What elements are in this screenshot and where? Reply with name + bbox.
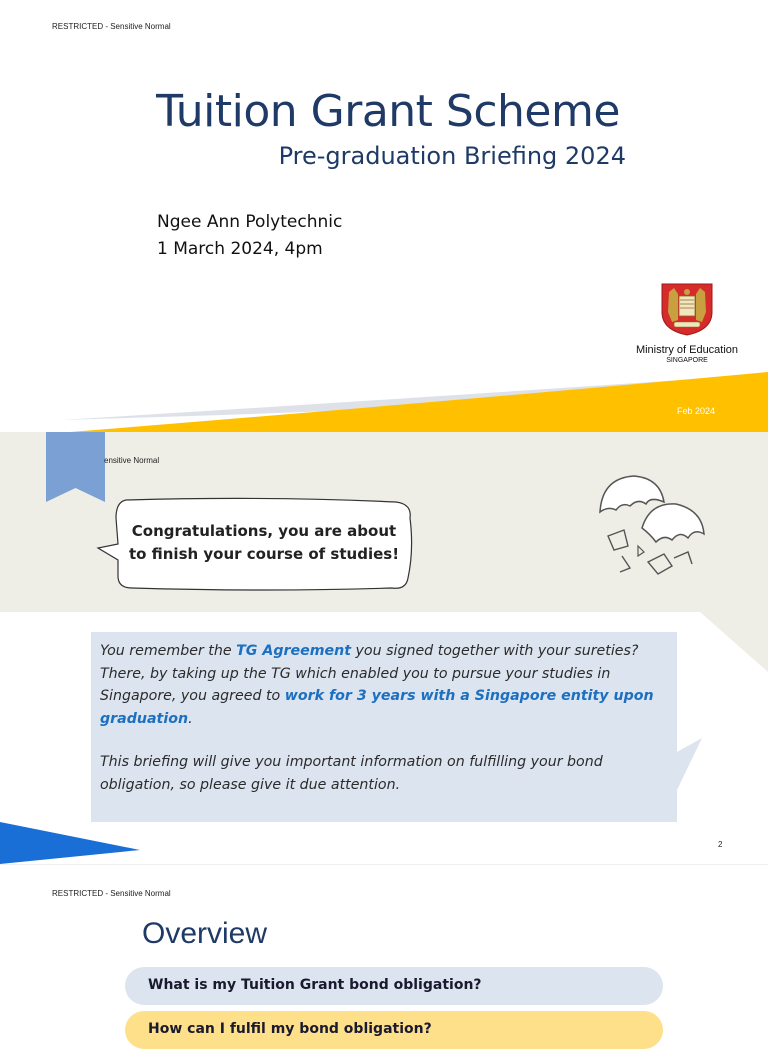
para1-text-a: You remember the: [100, 643, 237, 659]
ministry-country: SINGAPORE: [666, 357, 708, 364]
institution-name: Ngee Ann Polytechnic: [157, 212, 343, 232]
bond-term-highlight: work for 3 years with a Singapore entity upon graduation: [100, 688, 654, 727]
tg-agreement-paragraph: [100, 640, 670, 730]
overview-heading: Overview: [142, 917, 268, 950]
congratulations-line-2: to finish your course of studies!: [128, 545, 400, 563]
ministry-name: Ministry of Education: [635, 344, 739, 356]
overview-item-2-label: How can I fulfil my bond obligation?: [148, 1021, 432, 1037]
para1-text-c: .: [188, 710, 193, 727]
classification-label: RESTRICTED - Sensitive Normal: [52, 889, 171, 898]
slide-1: [0, 0, 768, 432]
para1-text-b: you signed together with your sureties? There, by taking up the TG which enabled you to pursue your studies in Singapore, you agreed to: [100, 643, 639, 704]
slide-subtitle: Pre-graduation Briefing 2024: [278, 142, 626, 170]
slide-title: Tuition Grant Scheme: [156, 86, 620, 137]
briefing-datetime: 1 March 2024, 4pm: [157, 239, 323, 259]
congratulations-message: [120, 520, 408, 566]
overview-item-1-label: What is my Tuition Grant bond obligation?: [148, 977, 482, 993]
congratulations-line-1: Congratulations, you are about: [131, 522, 397, 540]
classification-label: RESTRICTED - Sensitive Normal: [52, 22, 171, 31]
moe-crest-logo: [660, 282, 714, 336]
briefing-purpose-paragraph: This briefing will give you important information on fulfilling your bond obligation, so please give it due attention.: [100, 754, 603, 793]
bookmark-ribbon-icon: [46, 432, 106, 502]
slide-3: [0, 864, 768, 1037]
page-number: 2: [718, 840, 723, 849]
tg-agreement-highlight: TG Agreement: [236, 643, 352, 659]
classification-label: ensitive Normal: [104, 456, 160, 465]
slide-2: [0, 432, 768, 864]
yellow-swoosh: [0, 360, 768, 432]
date-footer: Feb 2024: [677, 406, 716, 416]
cracked-eggshell-icon: [594, 472, 710, 588]
